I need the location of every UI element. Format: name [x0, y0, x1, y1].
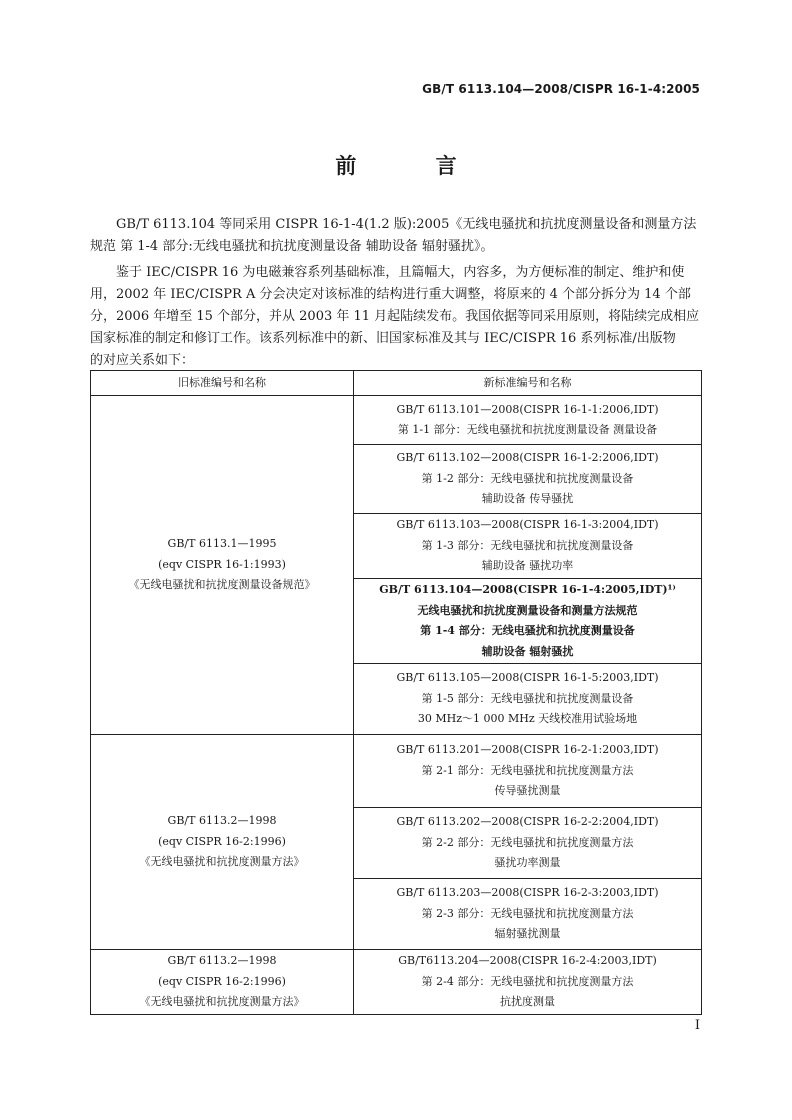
new-standard-line: 辐射骚扰测量: [494, 927, 561, 941]
new-standard-line: 辅助设备 骚扰功率: [481, 559, 574, 573]
new-standard-cell: [354, 808, 702, 879]
old-standard-eqv: (eqv CISPR 16-1:1993): [158, 557, 286, 571]
new-standard-cell: [354, 445, 702, 514]
paragraph-line: 国家标准的制定和修订工作。该系列标准中的新、旧国家标准及其与 IEC/CISPR 16 系列标准/出版物: [90, 331, 676, 346]
new-standard-line: 第 2-4 部分：无线电骚扰和抗扰度测量方法: [421, 974, 634, 988]
column-header-old: 旧标准编号和名称: [91, 371, 354, 396]
old-standard-number: GB/T 6113.2—1998: [167, 814, 277, 828]
paragraph-line: 用，2002 年 IEC/CISPR A 分会决定对该标准的结构进行重大调整，将原来的 4 个部分拆分为 14 个部: [90, 287, 691, 302]
new-standard-line: 第 1-5 部分：无线电骚扰和抗扰度测量设备: [421, 691, 634, 705]
old-standard-number: GB/T 6113.1—1995: [167, 537, 277, 551]
new-standard-line: 无线电骚扰和抗扰度测量设备和测量方法规范: [417, 603, 638, 617]
new-standard-line: 第 2-3 部分：无线电骚扰和抗扰度测量方法: [421, 906, 634, 920]
old-standard-eqv: (eqv CISPR 16-2:1996): [158, 834, 286, 848]
new-standard-line: 传导骚扰测量: [494, 784, 561, 798]
page-title: 前 言: [335, 154, 493, 178]
new-standard-cell: [354, 664, 702, 735]
new-standard-line: GB/T 6113.201—2008(CISPR 16-2-1:2003,IDT): [396, 743, 659, 757]
new-standard-cell: [354, 879, 702, 950]
page-number: I: [694, 1018, 700, 1033]
new-standard-line: GB/T 6113.101—2008(CISPR 16-1-1:2006,IDT): [396, 402, 659, 416]
old-standard-eqv: (eqv CISPR 16-2:1996): [158, 974, 286, 988]
old-standard-title: 《无线电骚扰和抗扰度测量方法》: [139, 855, 305, 869]
new-standard-cell-current: [354, 579, 702, 664]
table-row: [91, 735, 702, 808]
old-standard-cell: [91, 396, 354, 735]
paragraph-line: 规范 第 1-4 部分:无线电骚扰和抗扰度测量设备 辅助设备 辐射骚扰》。: [90, 239, 494, 254]
old-standard-title: 《无线电骚扰和抗扰度测量设备规范》: [128, 578, 316, 592]
old-standard-cell: [91, 950, 354, 1015]
new-standard-line: 30 MHz～1 000 MHz 天线校准用试验场地: [417, 712, 638, 726]
paragraph-line: 鉴于 IEC/CISPR 16 为电磁兼容系列基础标准，且篇幅大，内容多，为方便标准的制定、维护和使: [116, 265, 685, 280]
new-standard-line: GB/T 6113.202—2008(CISPR 16-2-2:2004,IDT): [396, 815, 659, 829]
paragraph-line: 分，2006 年增至 15 个部分，并从 2003 年 11 月起陆续发布。我国依据等同采用原则，将陆续完成相应: [90, 309, 700, 324]
new-standard-line: 第 1-3 部分：无线电骚扰和抗扰度测量设备: [421, 538, 634, 552]
paragraph-line: 的对应关系如下：: [90, 353, 195, 368]
intro-paragraph: [90, 214, 702, 258]
new-standard-cell: [354, 950, 702, 1015]
new-standard-line: 辅助设备 传导骚扰: [481, 492, 574, 506]
new-standard-line: GB/T 6113.104—2008(CISPR 16-1-4:2005,IDT)¹⁾: [379, 583, 676, 596]
new-standard-cell: [354, 396, 702, 445]
old-standard-title: 《无线电骚扰和抗扰度测量方法》: [139, 995, 305, 1009]
new-standard-line: GB/T6113.204—2008(CISPR 16-2-4:2003,IDT): [398, 954, 657, 968]
new-standard-line: 第 1-2 部分：无线电骚扰和抗扰度测量设备: [421, 471, 634, 485]
column-header-new: 新标准编号和名称: [354, 371, 702, 396]
new-standard-line: 辅助设备 辐射骚扰: [481, 644, 574, 658]
old-standard-cell: [91, 735, 354, 950]
paragraph-line: GB/T 6113.104 等同采用 CISPR 16-1-4(1.2 版):2005《无线电骚扰和抗扰度测量设备和测量方法: [116, 217, 697, 232]
background-paragraph: [90, 262, 702, 372]
new-standard-line: 第 1-1 部分：无线电骚扰和抗扰度测量设备 测量设备: [397, 423, 658, 436]
new-standard-cell: [354, 735, 702, 808]
new-standard-line: 第 1-4 部分：无线电骚扰和抗扰度测量设备: [420, 624, 635, 637]
standard-id-header: GB/T 6113.104—2008/CISPR 16-1-4:2005: [422, 82, 700, 96]
table-row: [91, 950, 702, 1015]
new-standard-line: 第 2-1 部分：无线电骚扰和抗扰度测量方法: [421, 763, 634, 777]
standards-correspondence-table: [90, 370, 702, 1015]
new-standard-line: 抗扰度测量: [500, 995, 555, 1009]
new-standard-cell: [354, 514, 702, 579]
new-standard-line: GB/T 6113.203—2008(CISPR 16-2-3:2003,IDT): [396, 886, 659, 900]
old-standard-number: GB/T 6113.2—1998: [167, 954, 277, 968]
table-row: [91, 396, 702, 445]
new-standard-line: GB/T 6113.102—2008(CISPR 16-1-2:2006,IDT): [396, 451, 659, 465]
new-standard-line: 第 2-2 部分：无线电骚扰和抗扰度测量方法: [421, 835, 634, 849]
new-standard-line: GB/T 6113.103—2008(CISPR 16-1-3:2004,IDT): [396, 518, 659, 532]
new-standard-line: 骚扰功率测量: [494, 856, 561, 870]
new-standard-line: GB/T 6113.105—2008(CISPR 16-1-5:2003,IDT): [396, 671, 659, 685]
